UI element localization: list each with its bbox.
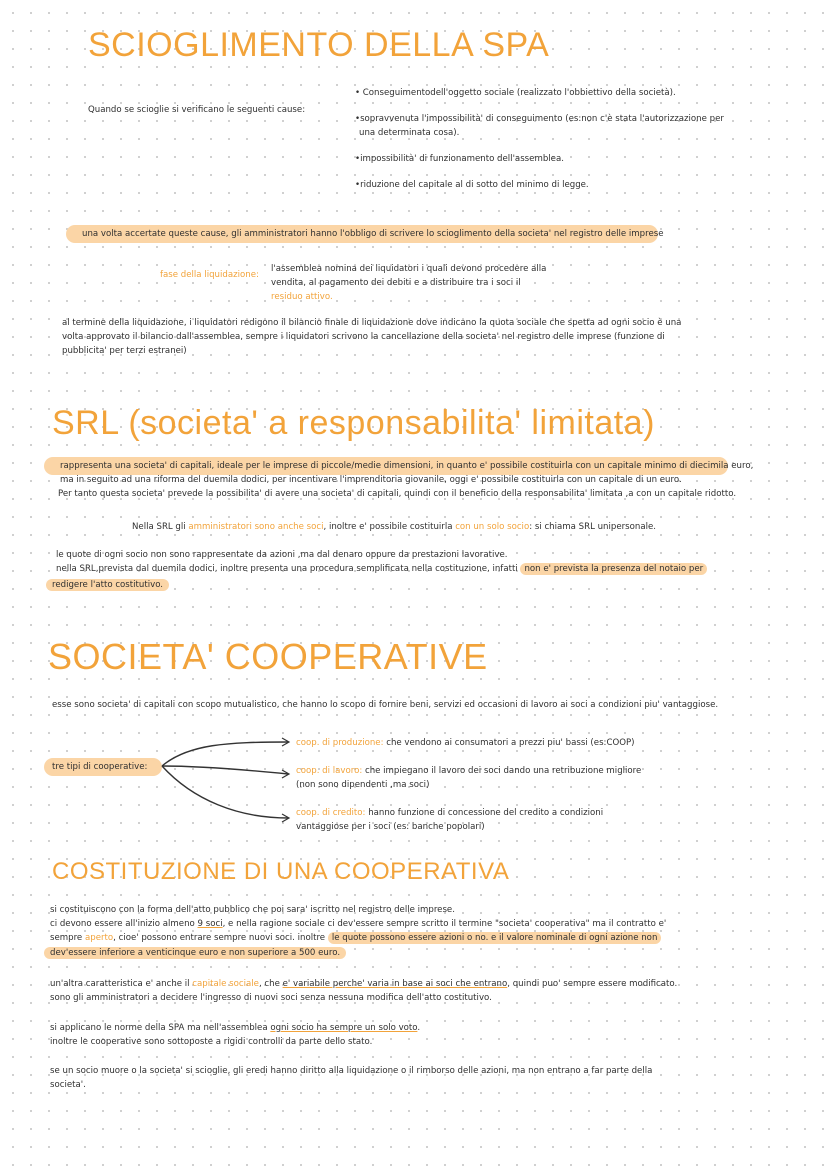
branch-arrows-icon xyxy=(158,730,298,830)
cause-item: una determinata cosa). xyxy=(359,128,460,138)
coop-type xyxy=(296,806,603,834)
scioglimento-obligation: una volta accertate queste cause, gli amministratori hanno l'obbligo di scrivere lo scioglimento della societa' nel registro delle imprese xyxy=(82,229,664,239)
srl-quote-line: le quote di ogni socio non sono rappresentate da azioni ,ma dal denaro oppure da prestazioni lavorative. xyxy=(56,550,508,560)
p2-e: , quindi puo' sempre essere modificato. xyxy=(507,979,678,989)
p1-a: ci devono essere all'inizio almeno xyxy=(50,919,198,929)
title-scioglimento: SCIOGLIMENTO DELLA SPA xyxy=(88,26,550,64)
srl-admin-a: Nella SRL gli xyxy=(132,522,189,532)
p1-c: , e nella ragione sociale ci dev'essere sempre scritto il termine "societa' cooperativa" ma il contratto e' xyxy=(222,919,667,929)
liquidation-end xyxy=(62,316,681,358)
p4-line: societa'. xyxy=(50,1080,86,1090)
cause-item: •riduzione del capitale al di sotto del minimo di legge. xyxy=(355,180,589,190)
srl-admin-line xyxy=(132,520,656,534)
coop-type-name: coop. di credito: xyxy=(296,808,366,818)
end-line: volta approvato il bilancio dall'assemblea, sempre i liquidatori scrivono la cancellazione della societa' nel registro delle imprese (funzione di xyxy=(62,332,665,342)
srl-notary-line xyxy=(56,562,707,576)
p2-a: un'altra caratteristica e' anche il xyxy=(50,979,193,989)
cause-item: •sopravvenuta l'impossibilità' di conseguimento (es:non c'è stata l'autorizzazione per xyxy=(355,114,724,124)
p1-line: si costituiscono con la forma dell'atto pubblico che poi sara' iscritto nel registro delle imprese. xyxy=(50,905,455,915)
srl-notary-c: redigere l'atto costitutivo. xyxy=(46,579,169,591)
p3-c: . xyxy=(417,1023,421,1033)
srl-admin-d: con un solo socio xyxy=(455,522,530,532)
srl-notary-b: non e' prevista la presenza del notaio per xyxy=(520,563,707,575)
srl-line: Per tanto questa societa' prevede la possibilita' di avere una societa' di capitali, quindi con il beneficio della responsabilita' limitata ,a con un capitale ridotto. xyxy=(58,489,737,499)
coop-type-desc: hanno funzione di concessione del credito a condizioni xyxy=(365,808,604,818)
coop-type xyxy=(296,764,641,792)
p2-c: , che xyxy=(258,979,283,989)
coop-type-desc: che vendono ai consumatori a prezzi piu' bassi (es:COOP) xyxy=(383,738,635,748)
costituzione-p2 xyxy=(50,977,677,1005)
causes-list xyxy=(355,86,724,192)
srl-notary-end xyxy=(46,578,169,592)
srl-definition: rappresenta una societa' di capitali, ideale per le imprese di piccole/medie dimensioni, in quanto e' possibile costituirla con un capitale minimo di diecimila euro, xyxy=(60,461,754,471)
title-costituzione: COSTITUZIONE DI UNA COOPERATIVA xyxy=(52,858,510,885)
costituzione-p1 xyxy=(50,903,666,960)
title-cooperative: SOCIETA' COOPERATIVE xyxy=(48,636,488,677)
types-label: tre tipi di cooperative: xyxy=(52,762,148,772)
p1-quote: le quote possono essere azioni o no. e il valore nominale di ogni azione non xyxy=(328,932,662,944)
coop-type-name: coop. di produzione: xyxy=(296,738,384,748)
p3-voto: ogni socio ha sempre un solo voto xyxy=(270,1023,418,1033)
p1-sempre: sempre xyxy=(50,933,85,943)
coop-type-name: coop. di lavoro: xyxy=(296,766,363,776)
p1-soci: 9 soci xyxy=(197,919,223,929)
coop-type-desc: che impiegano il lavoro dei soci dando una retribuzione migliore xyxy=(362,766,642,776)
cooperative-intro: esse sono societa' di capitali con scopo mutualistico, che hanno lo scopo di fornire beni, servizi ed occasioni di lavoro ai soci a condizioni piu' vantaggiose. xyxy=(52,700,719,710)
coop-type-desc2: vantaggiose per i soci (es: banche popolari) xyxy=(296,822,485,832)
coop-type xyxy=(296,736,635,750)
scioglimento-intro: Quando se scioglie si verificano le seguenti cause: xyxy=(88,105,306,115)
title-srl: SRL (societa' a responsabilita' limitata) xyxy=(52,404,655,442)
p3-line: inoltre le cooperative sono sottoposte a rigidi controlli da parte dello stato. xyxy=(50,1037,373,1047)
costituzione-p3 xyxy=(50,1021,420,1049)
p2-variabile: e' variabile perche' varia in base ai soci che entrano xyxy=(282,979,508,989)
srl-admin-c: , inoltre e' possibile costituirla xyxy=(323,522,456,532)
p3-a: si applicano le norme della SPA ma nell'assemblea xyxy=(50,1023,271,1033)
p2-line: sono gli amministratori a decidere l'ingresso di nuovi soci senza nessuna modifica dell'atto costitutivo. xyxy=(50,993,492,1003)
phase-residuo: residuo attivo. xyxy=(271,292,333,302)
costituzione-p4 xyxy=(50,1064,652,1092)
phase-label: fase della liquidazione: xyxy=(160,270,259,280)
srl-admin-b: amministratori sono anche soci xyxy=(188,522,324,532)
phase-line: l'assemblea nomina dei liquidatori i quali devono procedere alla xyxy=(271,264,547,274)
p2-capitale: capitale sociale xyxy=(192,979,259,989)
p1-valore: dev'essere inferiore a venticinque euro e non superiore a 500 euro. xyxy=(44,947,346,959)
end-line: al termine della liquidazione, i liquidatori redigono il bilancio finale di liquidazione dove indicano la quota sociale che spetta ad ogni socio è una xyxy=(62,318,682,328)
phase-description xyxy=(271,262,546,304)
p4-line: se un socio muore o la societa' si scioglie, gli eredi hanno diritto alla liquidazione o il rimborso delle azioni, ma non entrano a far parte della xyxy=(50,1066,653,1076)
srl-notary-a: nella SRL,prevista dal duemila dodici, inoltre presenta una procedura semplificata nella costituzione, infatti xyxy=(56,564,521,574)
cause-item: •impossibilità' di funzionamento dell'assemblea. xyxy=(355,154,564,164)
p1-cioe: , cioe' possono entrare sempre nuovi soci. inoltre xyxy=(113,933,328,943)
srl-reform xyxy=(58,473,736,501)
coop-type-desc2: (non sono dipendenti ,ma soci) xyxy=(296,780,430,790)
end-line: pubblicita' per terzi estranei) xyxy=(62,346,187,356)
p1-aperto: aperto xyxy=(84,933,114,943)
srl-line: ma in seguito ad una riforma del duemila dodici, per incentivare l'imprenditoria giovanile, oggi e' possibile costituirla con un capitale di un euro. xyxy=(60,475,682,485)
srl-admin-e: : si chiama SRL unipersonale. xyxy=(529,522,656,532)
cause-item: • Conseguimentodell'oggetto sociale (realizzato l'obbiettivo della società). xyxy=(355,88,676,98)
phase-line: vendita, al pagamento dei debiti e a distribuire tra i soci il xyxy=(271,278,521,288)
